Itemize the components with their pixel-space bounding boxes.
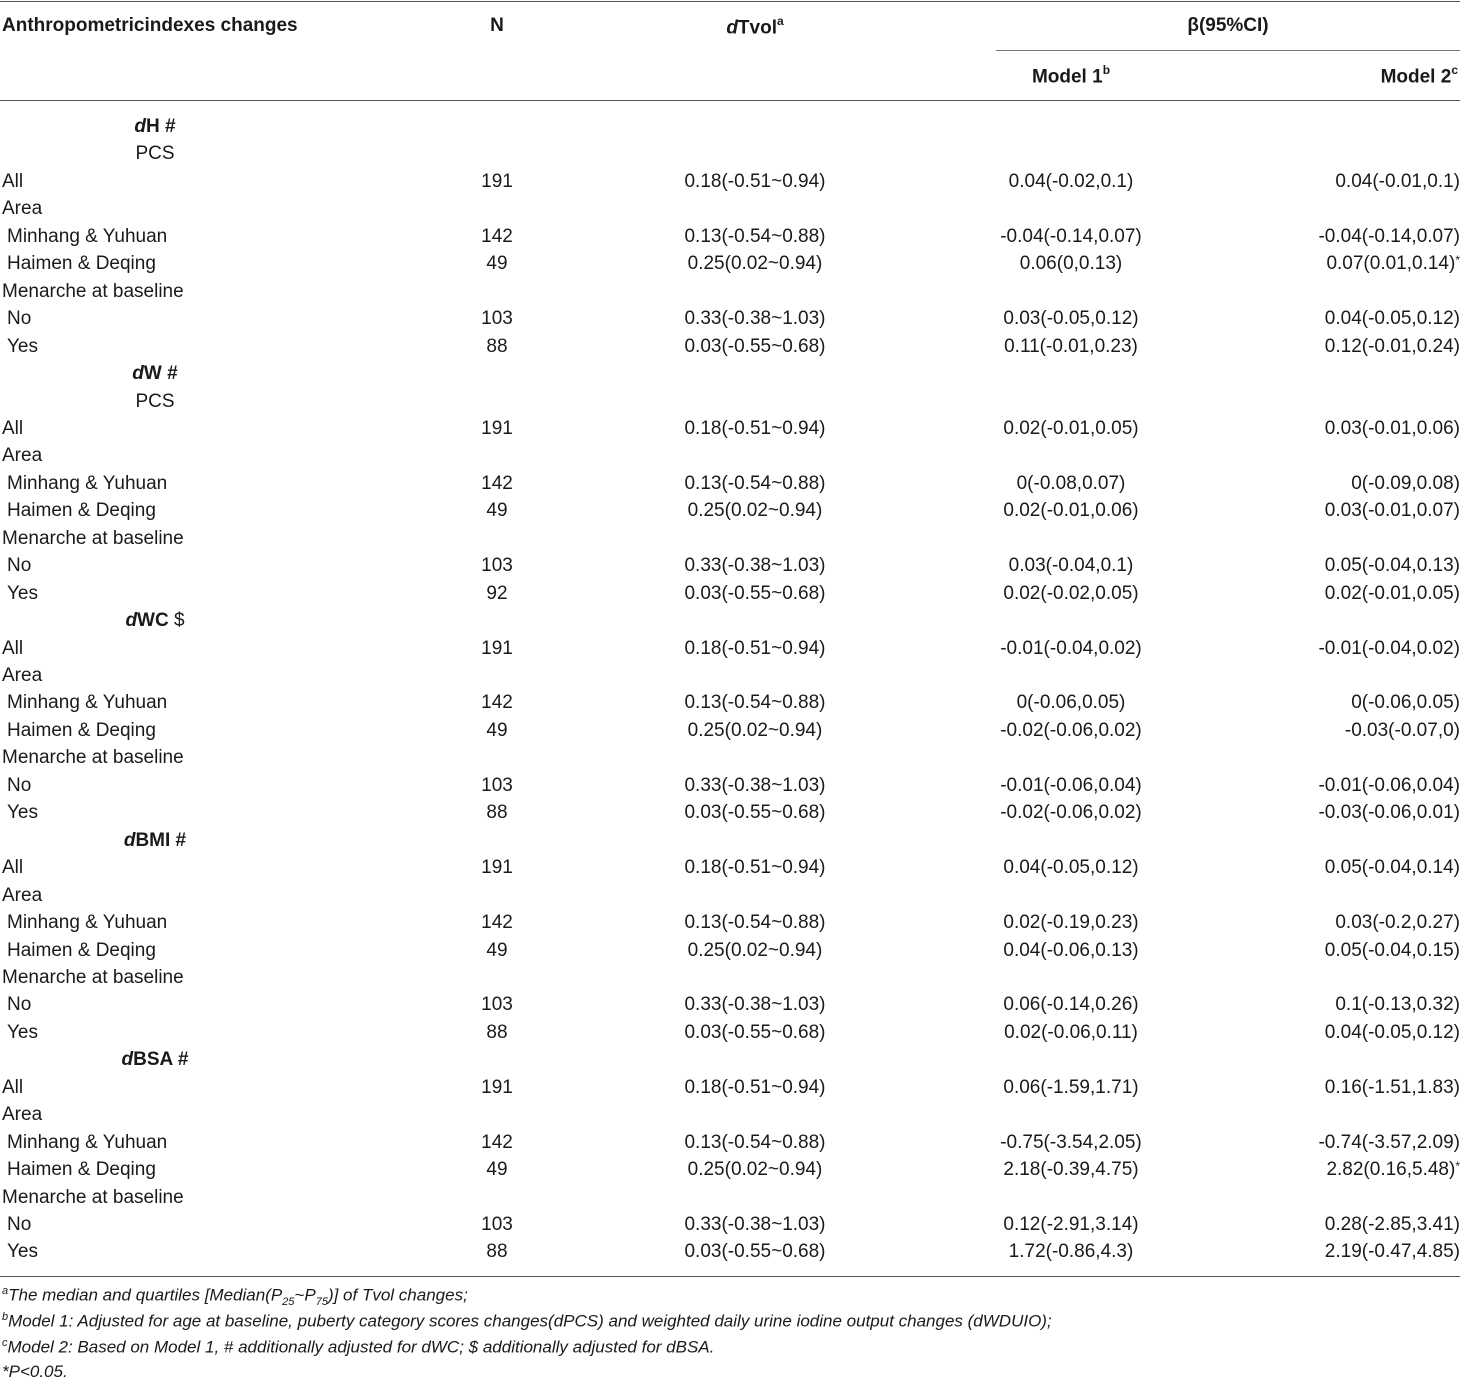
table-row [0,1156,1460,1183]
group-label: Menarche at baseline [2,966,184,988]
table-row [0,854,1460,881]
cell-tvol: 0.13(-0.54~0.88) [684,912,826,934]
cell-model2-value: -0.01(-0.04,0.02) [1318,637,1460,659]
section-name: BMI [135,829,171,851]
table-row [0,1019,1460,1046]
footnote-a-text-3: )] of Tvol changes; [327,1285,468,1305]
footnote-b [2,1311,1052,1332]
cell-tvol: 0.25(0.02~0.94) [687,500,823,522]
cell-tvol: 0.18(-0.51~0.94) [684,417,826,439]
cell-tvol: 0.33(-0.38~1.03) [684,774,826,796]
table-row [0,909,1460,936]
row-label: Yes [7,582,38,604]
cell-n: 49 [486,500,508,522]
table-row [0,250,1460,277]
section-row [0,113,1460,140]
cell-tvol: 0.18(-0.51~0.94) [684,170,826,192]
footnote-b-mark: b [2,1311,9,1323]
cell-model1: 0(-0.08,0.07) [1016,472,1126,494]
section-name: BSA [133,1049,173,1071]
cell-tvol: 0.13(-0.54~0.88) [684,1131,826,1153]
cell-model1: -0.02(-0.06,0.02) [1000,719,1142,741]
section-row [0,607,1460,634]
cell-tvol: 0.13(-0.54~0.88) [684,692,826,714]
group-label: Area [2,445,43,467]
cell-model1: 0.12(-2.91,3.14) [1003,1214,1139,1235]
cell-model2 [1260,1156,1460,1185]
row-label: All [2,1076,24,1098]
cell-model2-value: 0.03(-0.2,0.27) [1335,912,1460,934]
cell-tvol: 0.18(-0.51~0.94) [684,857,826,879]
section-mark: # [161,363,178,385]
footnote-a [2,1285,468,1308]
cell-model2-value: 0.04(-0.01,0.1) [1335,170,1460,192]
cell-tvol: 0.03(-0.55~0.68) [684,1021,826,1043]
cell-n: 49 [486,253,508,275]
subheader-row [0,140,1460,167]
section-row [0,827,1460,854]
row-label: All [2,170,24,192]
group-row [0,964,1460,991]
group-row [0,1184,1460,1211]
section-row [0,360,1460,387]
cell-n: 103 [481,308,513,330]
section-prefix: d [132,363,144,385]
row-label: Minhang & Yuhuan [7,1131,168,1153]
footnote-c-mark: c [2,1337,8,1349]
table-row [0,223,1460,250]
group-label: Area [2,665,43,686]
header-tvol-prefix: d [726,17,738,39]
row-label: Haimen & Deqing [7,939,156,961]
cell-n: 103 [481,555,513,577]
cell-n: 88 [486,335,508,357]
cell-n: 49 [486,1159,508,1181]
cell-model2 [1260,635,1460,662]
footnote-c [2,1337,714,1358]
cell-model2-value: 0.03(-0.01,0.06) [1324,417,1460,439]
table-row [0,1074,1460,1101]
cell-n: 88 [486,802,508,824]
table-row [0,470,1460,497]
footnote-a-text-2: ~P [294,1285,316,1305]
cell-model2 [1260,168,1460,195]
cell-n: 142 [481,472,513,494]
cell-model1: 0.04(-0.02,0.1) [1008,170,1134,192]
row-label: All [2,857,24,879]
row-label: Haimen & Deqing [7,719,156,741]
cell-n: 142 [481,1131,513,1153]
table-row [0,333,1460,360]
footnote-a-sub2: 75 [315,1296,328,1309]
cell-model2 [1260,552,1460,579]
table-row [0,305,1460,332]
section-name: W [143,363,162,385]
cell-model1: 0.06(-1.59,1.71) [1003,1076,1139,1098]
cell-model1: -0.75(-3.54,2.05) [1000,1131,1142,1153]
section-prefix: d [125,610,138,632]
row-label: No [7,994,32,1016]
group-row [0,525,1460,552]
section-label [0,827,310,854]
cell-model1: 0.02(-0.06,0.11) [1004,1021,1138,1043]
header-n: N [490,15,504,36]
cell-model2-value: -0.03(-0.06,0.01) [1318,802,1460,824]
cell-n: 191 [481,857,513,879]
group-label: Area [2,884,43,906]
cell-tvol: 0.33(-0.38~1.03) [684,1214,826,1235]
section-mark: $ [168,610,185,632]
header-beta: β(95%CI) [1187,15,1269,36]
header-model2-text: Model 2 [1380,66,1452,88]
cell-model2-value: 0.12(-0.01,0.24) [1324,335,1460,357]
cell-tvol: 0.33(-0.38~1.03) [684,994,826,1016]
row-label: Haimen & Deqing [7,1159,156,1181]
cell-n: 142 [481,225,513,247]
group-row [0,195,1460,222]
section-label [0,360,310,387]
group-row [0,662,1460,689]
header-model2-sup: c [1451,63,1458,77]
cell-tvol: 0.25(0.02~0.94) [687,253,823,275]
cell-tvol: 0.33(-0.38~1.03) [684,555,826,577]
group-label: Menarche at baseline [2,280,184,302]
subheader-label: PCS [135,390,175,412]
table-row [0,1211,1460,1238]
header-tvol-main: Tvol [737,17,777,39]
group-row [0,278,1460,305]
table-row [0,580,1460,607]
cell-model1: 0(-0.06,0.05) [1016,692,1126,714]
cell-n: 88 [486,1021,508,1043]
cell-model2-value: -0.01(-0.06,0.04) [1318,774,1460,796]
cell-model1: 0.02(-0.19,0.23) [1003,912,1139,934]
group-row [0,882,1460,909]
cell-model2 [1260,1074,1460,1101]
group-label: Menarche at baseline [2,527,184,549]
table-row [0,1238,1460,1265]
table-row [0,415,1460,442]
cell-n: 142 [481,912,513,934]
section-mark: # [170,829,187,851]
row-label: Minhang & Yuhuan [7,912,168,934]
cell-model2-value: -0.03(-0.07,0) [1344,719,1460,741]
section-prefix: d [123,829,136,851]
cell-model2-value: 0.03(-0.01,0.07) [1324,500,1460,522]
cell-model1: 0.02(-0.01,0.05) [1003,417,1139,439]
cell-model1: 1.72(-0.86,4.3) [1008,1241,1134,1263]
header-tvol-sup: a [776,14,784,28]
row-label: Yes [7,335,38,357]
cell-model2 [1260,415,1460,442]
cell-model2 [1260,689,1460,716]
cell-tvol: 0.18(-0.51~0.94) [684,637,826,659]
cell-model1: -0.02(-0.06,0.02) [1000,802,1142,824]
cell-model2-value: 0(-0.06,0.05) [1351,692,1460,714]
cell-model2 [1260,223,1460,250]
cell-model1: 0.11(-0.01,0.23) [1004,335,1138,357]
row-label: Yes [7,1241,38,1263]
row-label: No [7,774,32,796]
significance-star: * [1455,1159,1460,1174]
cell-n: 49 [486,719,508,741]
cell-n: 92 [486,582,508,604]
section-prefix: d [121,1049,134,1071]
cell-n: 191 [481,1076,513,1098]
cell-tvol: 0.03(-0.55~0.68) [684,335,826,357]
cell-tvol: 0.13(-0.54~0.88) [684,472,826,494]
row-label: All [2,637,24,659]
section-name: WC [137,610,169,632]
cell-model2-value: 0.04(-0.05,0.12) [1324,308,1460,330]
cell-model1: 0.02(-0.02,0.05) [1003,582,1139,604]
cell-n: 103 [481,1214,513,1235]
cell-n: 103 [481,994,513,1016]
table-row [0,717,1460,744]
row-label: Yes [7,802,38,824]
section-label [0,113,310,140]
subheader-row [0,388,1460,415]
cell-model2-value: -0.74(-3.57,2.09) [1318,1131,1460,1153]
row-label: No [7,555,32,577]
table-row [0,635,1460,662]
cell-n: 191 [481,637,513,659]
cell-tvol: 0.03(-0.55~0.68) [684,1241,826,1263]
header-model1-text: Model 1 [1031,66,1103,88]
cell-model1: -0.04(-0.14,0.07) [1000,225,1142,247]
cell-model2 [1260,250,1460,279]
cell-model2-value: 0.16(-1.51,1.83) [1324,1076,1460,1098]
cell-tvol: 0.25(0.02~0.94) [687,719,823,741]
footnote-a-text-1: The median and quartiles [Median(P [8,1285,283,1305]
section-label [0,1046,310,1073]
table-row [0,552,1460,579]
table-row [0,937,1460,964]
header-label: Anthropometricindexes changes [2,15,298,36]
cell-model2-value: 0(-0.09,0.08) [1351,472,1460,494]
cell-model2 [1260,333,1460,360]
table-row [0,168,1460,195]
cell-model2 [1260,497,1460,524]
cell-model2 [1260,305,1460,332]
cell-tvol: 0.13(-0.54~0.88) [684,225,826,247]
section-prefix: d [134,116,146,137]
cell-model1: -0.01(-0.04,0.02) [1000,637,1142,659]
cell-model1: 0.03(-0.04,0.1) [1008,555,1134,577]
subheader-label: PCS [135,143,175,165]
cell-n: 88 [486,1241,508,1263]
group-row [0,1101,1460,1128]
cell-tvol: 0.18(-0.51~0.94) [684,1076,826,1098]
cell-model2 [1260,1211,1460,1238]
table-row [0,991,1460,1018]
cell-model2 [1260,470,1460,497]
row-label: All [2,417,24,439]
cell-n: 191 [481,417,513,439]
footnote-b-text: Model 1: Adjusted for age at baseline, puberty category scores changes(dPCS) and weighted daily urine iodine output changes (dWDUIO); [8,1311,1052,1331]
cell-model2 [1260,854,1460,881]
row-label: No [7,308,32,330]
table-bottom-rule [0,1276,1460,1277]
cell-model2 [1260,909,1460,936]
cell-model2-value: 0.05(-0.04,0.14) [1324,857,1460,879]
cell-tvol: 0.03(-0.55~0.68) [684,582,826,604]
cell-model2 [1260,799,1460,826]
cell-model1: 0.04(-0.06,0.13) [1003,939,1139,961]
table-row [0,1129,1460,1156]
cell-model1: 0.04(-0.05,0.12) [1003,857,1139,879]
section-name: H [146,116,160,137]
table-row [0,772,1460,799]
footnote-p: *P<0.05. [2,1362,68,1381]
cell-model2-value: -0.04(-0.14,0.07) [1318,225,1460,247]
row-label: Minhang & Yuhuan [7,472,168,494]
section-label [0,607,310,634]
row-label: Minhang & Yuhuan [7,225,168,247]
group-label: Menarche at baseline [2,1186,184,1208]
cell-model2-value: 0.04(-0.05,0.12) [1324,1021,1460,1043]
significance-star: * [1455,253,1460,268]
footnote-a-sub1: 25 [282,1296,295,1309]
cell-model1: 0.03(-0.05,0.12) [1003,308,1139,330]
cell-model2-value: 0.28(-2.85,3.41) [1324,1214,1460,1235]
section-row [0,1046,1460,1073]
cell-model2 [1260,1129,1460,1156]
row-label: Yes [7,1021,38,1043]
row-label: Minhang & Yuhuan [7,692,168,714]
cell-model2 [1260,772,1460,799]
cell-n: 142 [481,692,513,714]
cell-model2 [1260,580,1460,607]
row-label: Haimen & Deqing [7,253,156,275]
cell-model2-value: 2.82(0.16,5.48) [1326,1159,1456,1181]
cell-model2-value: 0.05(-0.04,0.15) [1324,939,1460,961]
cell-model2 [1260,1019,1460,1046]
cell-model2-value: 2.19(-0.47,4.85) [1324,1241,1460,1263]
row-label: No [7,1214,32,1235]
header-model1-sup: b [1102,63,1111,77]
cell-tvol: 0.33(-0.38~1.03) [684,308,826,330]
cell-model2-value: 0.07(0.01,0.14) [1326,253,1456,275]
cell-model2-value: 0.02(-0.01,0.05) [1324,582,1460,604]
cell-model2 [1260,937,1460,964]
cell-tvol: 0.25(0.02~0.94) [687,1159,823,1181]
footnote-a-mark: a [2,1285,9,1297]
cell-tvol: 0.03(-0.55~0.68) [684,802,826,824]
group-label: Area [2,1104,43,1126]
cell-model1: 0.06(-0.14,0.26) [1003,994,1139,1016]
cell-model2 [1260,717,1460,744]
cell-model2-value: 0.05(-0.04,0.13) [1324,555,1460,577]
cell-model1: 0.02(-0.01,0.06) [1003,500,1139,522]
cell-model2-value: 0.1(-0.13,0.32) [1335,994,1460,1016]
cell-model2 [1260,991,1460,1018]
section-mark: # [172,1049,189,1071]
cell-n: 49 [486,939,508,961]
group-label: Area [2,198,43,220]
section-mark: # [159,116,176,137]
footnote-c-text: Model 2: Based on Model 1, # additionally adjusted for dWC; $ additionally adjusted for dBSA. [7,1337,715,1357]
table-row [0,799,1460,826]
group-row [0,744,1460,771]
table-row [0,689,1460,716]
cell-model1: -0.01(-0.06,0.04) [1000,774,1142,796]
group-label: Menarche at baseline [2,747,184,769]
group-row [0,442,1460,469]
row-label: Haimen & Deqing [7,500,156,522]
cell-model2 [1260,1238,1460,1265]
table-row [0,497,1460,524]
cell-model1: 0.06(0,0.13) [1019,253,1123,275]
cell-tvol: 0.25(0.02~0.94) [687,939,823,961]
cell-model1: 2.18(-0.39,4.75) [1003,1159,1139,1181]
cell-n: 191 [481,170,513,192]
cell-n: 103 [481,774,513,796]
